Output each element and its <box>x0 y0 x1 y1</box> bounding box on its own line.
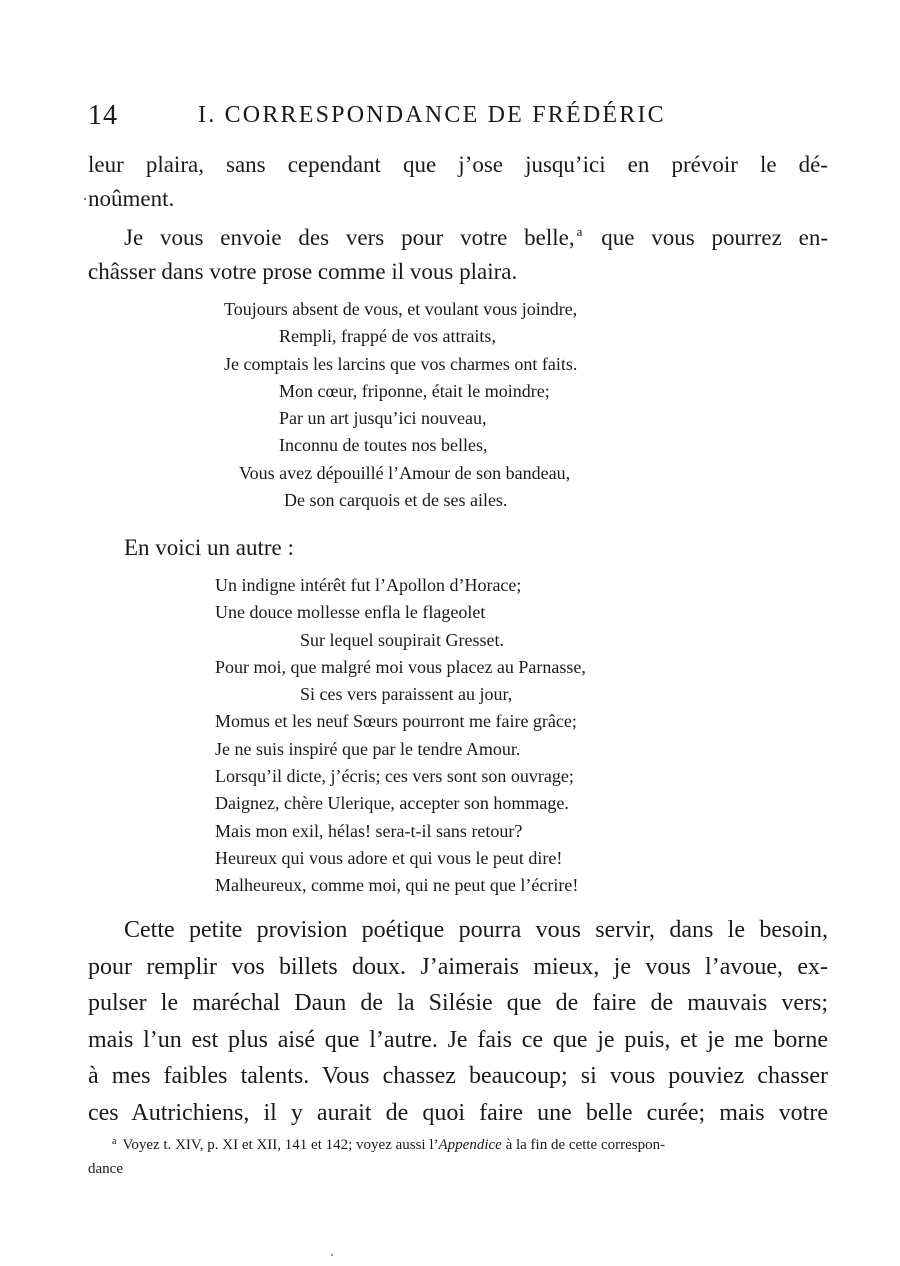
print-speck <box>331 1254 333 1256</box>
text-line: pulser le maréchal Daun de la Silésie que de faire de mauvais vers; <box>88 990 828 1016</box>
verse-line: Rempli, frappé de vos attraits, <box>279 326 496 347</box>
text-segment: Je vous envoie des vers pour votre belle, <box>124 225 575 250</box>
verse-line: Je comptais les larcins que vos charmes ont faits. <box>224 353 578 374</box>
text-line: En voici un autre : <box>124 535 294 560</box>
verse-line: Momus et les neuf Sœurs pourront me faire grâce; <box>215 711 577 732</box>
footnote-line <box>88 1130 828 1157</box>
text-line: pour remplir vos billets doux. J’aimerais mieux, je vous l’avoue, ex- <box>88 953 828 980</box>
verse-line: Mon cœur, friponne, était le moindre; <box>279 380 550 401</box>
page-number: 14 <box>88 100 118 131</box>
verse-line: Toujours absent de vous, et voulant vous joindre, <box>224 299 578 319</box>
verses-intro-paragraph <box>88 215 828 289</box>
verse-line: Un indigne intérêt fut l’Apollon d’Horace; <box>215 575 522 595</box>
verse-line: Une douce mollesse enfla le flageolet <box>215 602 486 623</box>
footnote-marker[interactable]: a <box>576 224 583 239</box>
verse-line: Daignez, chère Ulerique, accepter son hommage. <box>215 793 569 814</box>
footnote-line: dance <box>88 1161 123 1177</box>
text-line <box>88 215 828 255</box>
verse-line: Pour moi, que malgré moi vous placez au Parnasse, <box>215 656 586 677</box>
verse-line: Je ne suis inspiré que par le tendre Amour. <box>215 738 521 759</box>
footnote-text: à la fin de cette correspon- <box>501 1137 666 1153</box>
footnote-text: Voyez t. XIV, p. XI et XII, 141 et 142; voyez aussi l’ <box>122 1137 439 1153</box>
footnote-italic: Appendice <box>438 1137 502 1153</box>
verse-line: Inconnu de toutes nos belles, <box>279 435 488 456</box>
verse-line: Lorsqu’il dicte, j’écris; ces vers sont son ouvrage; <box>215 766 574 787</box>
text-line: mais l’un est plus aisé que l’autre. Je fais ce que je puis, et je me borne <box>88 1026 828 1053</box>
closing-paragraph <box>88 912 828 1131</box>
running-title: I. CORRESPONDANCE DE FRÉDÉRIC <box>198 102 666 128</box>
text-line: châsser dans votre prose comme il vous plaira. <box>88 259 518 284</box>
verse-line: Mais mon exil, hélas! sera-t-il sans retour? <box>215 820 523 841</box>
text-line: noûment. <box>88 186 175 211</box>
text-segment: que vous pourrez en- <box>584 225 828 250</box>
footnote <box>88 1130 828 1181</box>
second-verses-intro <box>88 531 828 565</box>
print-speck <box>84 198 86 200</box>
text-line: à mes faibles talents. Vous chassez beaucoup; si vous pouviez chasser <box>88 1063 828 1089</box>
page-header <box>88 100 828 134</box>
poem-second <box>215 572 586 900</box>
verse-line: Si ces vers paraissent au jour, <box>300 684 513 705</box>
verse-line: De son carquois et de ses ailes. <box>284 490 508 511</box>
verse-line: Vous avez dépouillé l’Amour de son bandeau, <box>239 462 571 483</box>
verse-line: Par un art jusqu’ici nouveau, <box>279 408 487 429</box>
verse-line: Heureux qui vous adore et qui vous le peut dire! <box>215 847 563 868</box>
verse-line: Malheureux, comme moi, qui ne peut que l’écrire! <box>215 875 579 896</box>
verse-line: Sur lequel soupirait Gresset. <box>300 629 504 650</box>
intro-paragraph <box>88 148 828 216</box>
text-line: ces Autrichiens, il y aurait de quoi faire une belle curée; mais votre <box>88 1099 828 1126</box>
text-line: Cette petite provision poétique pourra vous servir, dans le besoin, <box>124 917 828 943</box>
poem-first <box>224 296 577 514</box>
footnote-mark: a <box>112 1136 117 1147</box>
text-line: leur plaira, sans cependant que j’ose jusqu’ici en prévoir le dé- <box>88 152 828 177</box>
